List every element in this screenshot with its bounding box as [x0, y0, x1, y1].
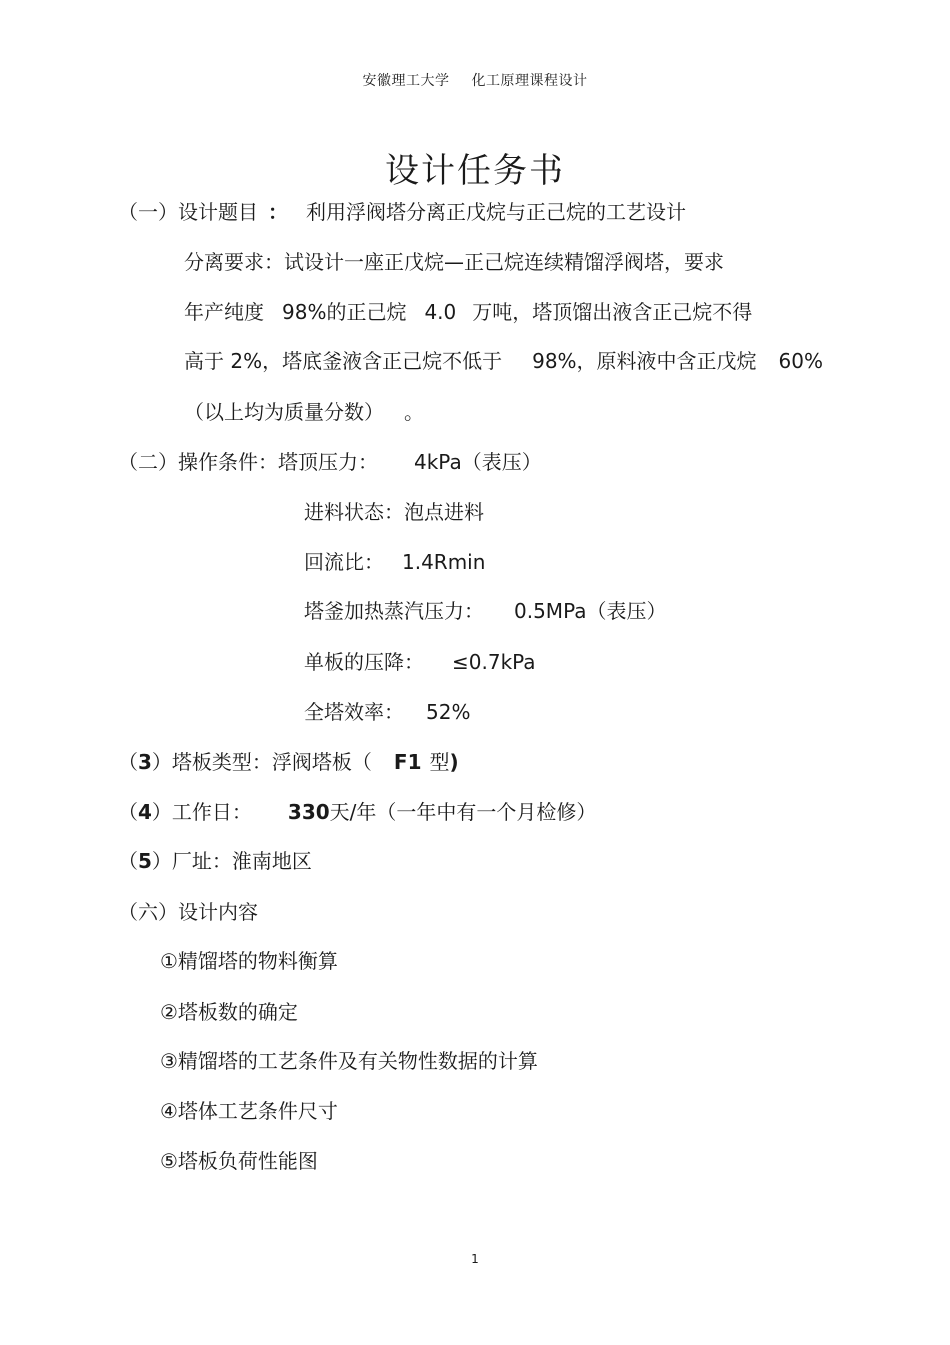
design-content-item: ③精馏塔的工艺条件及有关物性数据的计算 [160, 1049, 538, 1073]
design-content-item: ④塔体工艺条件尺寸 [160, 1099, 338, 1123]
section3-close: ） [151, 750, 172, 774]
section3-model: F1 [393, 750, 422, 774]
section1-requirement-line3 [184, 347, 823, 375]
overall-efficiency [304, 698, 470, 726]
section3-number: 3 [138, 750, 152, 774]
req-purity-label: 年产纯度 [184, 300, 264, 324]
steam-value: 0.5MPa（表压） [514, 599, 667, 623]
design-content-item: ⑤塔板负荷性能图 [160, 1149, 318, 1173]
req-distillate-text: 高于 2%，塔底釜液含正己烷不低于 [184, 349, 503, 373]
top-pressure-label: 塔顶压力： [278, 450, 378, 474]
section4-workdays [118, 798, 596, 826]
top-pressure-value: 4kPa（表压） [414, 450, 542, 474]
eff-label: 全塔效率： [304, 700, 404, 724]
section5-number: 5 [138, 849, 152, 873]
section3-open: （ [118, 750, 138, 774]
section3-text: 塔板类型：浮阀塔板（ [171, 750, 372, 774]
req-note: （以上均为质量分数） [184, 400, 384, 424]
section5-open: （ [118, 849, 138, 873]
section4-number: 4 [138, 800, 152, 824]
plate-pressure-drop [304, 648, 536, 676]
section1-requirement-line1: 分离要求：试设计一座正戊烷—正己烷连续精馏浮阀塔，要求 [184, 250, 724, 274]
section3-suffix: 型 [429, 750, 450, 774]
section4-days: 330 [287, 800, 330, 824]
reflux-label: 回流比： [304, 550, 384, 574]
header-school: 安徽理工大学 [362, 73, 450, 89]
section2-label: （二）操作条件： [118, 450, 278, 474]
design-content-item: ②塔板数的确定 [160, 1000, 298, 1024]
section1-requirement-line2 [184, 298, 752, 326]
section5-text: 厂址：淮南地区 [171, 849, 312, 873]
section3-end: ) [449, 750, 459, 774]
req-feed-value: 60% [778, 349, 823, 373]
section2-heading [118, 448, 542, 476]
page-number: 1 [471, 1252, 479, 1266]
section4-text: 工作日： [171, 800, 252, 824]
header-course: 化工原理课程设计 [471, 73, 588, 89]
section5-close: ） [151, 849, 172, 873]
drop-label: 单板的压降： [304, 650, 424, 674]
section5-site [118, 847, 312, 875]
section1-label: （一）设计题目 [118, 200, 258, 224]
section1-topic: 利用浮阀塔分离正戊烷与正己烷的工艺设计 [306, 200, 686, 224]
section4-close: ） [151, 800, 172, 824]
steam-label: 塔釜加热蒸汽压力： [304, 599, 484, 623]
section1-colon: ： [268, 200, 288, 224]
page-header [0, 70, 950, 90]
steam-pressure [304, 597, 666, 625]
section1-requirement-line4 [184, 398, 424, 426]
req-output-text: 万吨，塔顶馏出液含正己烷不得 [472, 300, 753, 324]
req-purity-value: 98%的正己烷 [282, 300, 407, 324]
section1-heading [118, 198, 686, 226]
drop-value: ≤0.7kPa [452, 650, 536, 674]
reflux-ratio [304, 548, 485, 576]
section4-open: （ [118, 800, 138, 824]
eff-value: 52% [426, 700, 471, 724]
document-title: 设计任务书 [385, 151, 565, 191]
feed-state: 进料状态：泡点进料 [304, 500, 484, 524]
section4-rest: 天/年（一年中有一个月检修） [329, 800, 597, 824]
section3-plate-type [118, 748, 459, 776]
design-content-item: ①精馏塔的物料衡算 [160, 949, 338, 973]
req-note-end: 。 [404, 400, 424, 424]
req-output-value: 4.0 [424, 300, 457, 324]
section6-heading: （六）设计内容 [118, 900, 258, 924]
req-bottoms-text: 98%，原料液中含正戊烷 [532, 349, 757, 373]
reflux-value: 1.4Rmin [402, 550, 486, 574]
